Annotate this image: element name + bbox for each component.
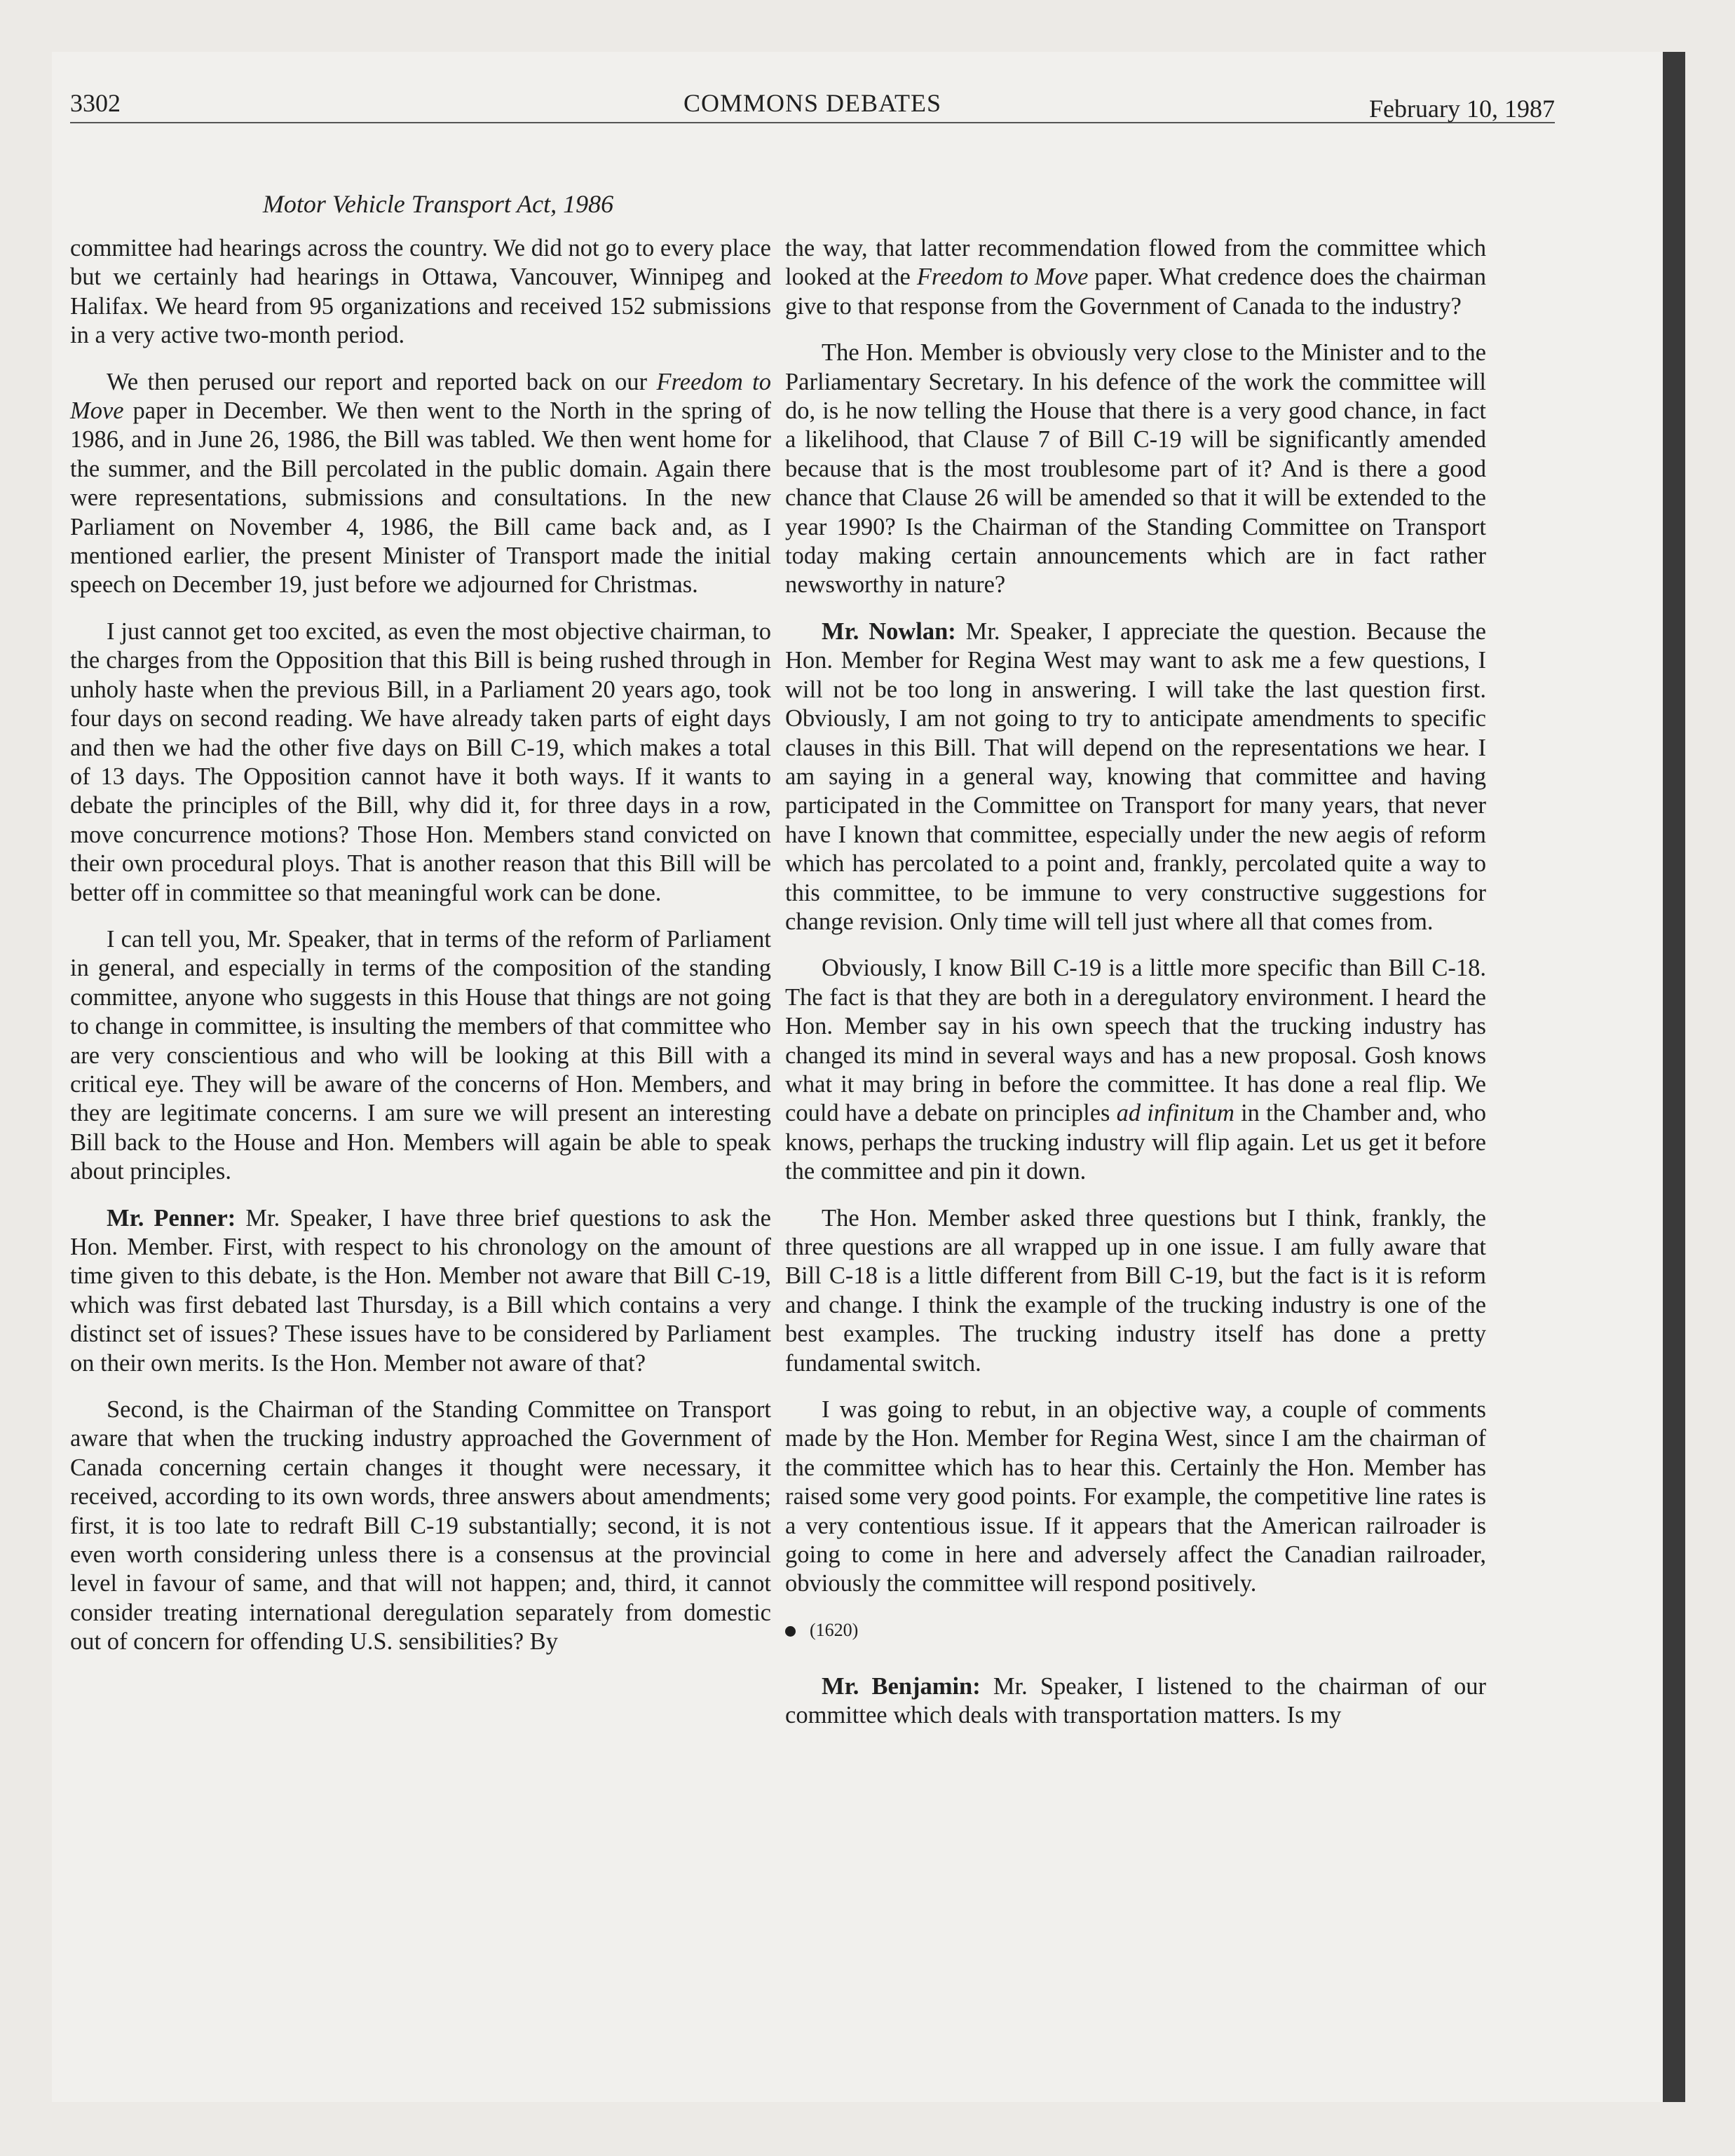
speech-paragraph: [70, 1204, 771, 1378]
speech-paragraph: [785, 1672, 1486, 1731]
paragraph: [785, 234, 1486, 321]
speech-paragraph: [785, 618, 1486, 936]
speech-text: Mr. Speaker, I listened to the chairman of our committee which deals with transportation matters. Is my: [785, 1672, 1486, 1729]
italic-title: Freedom to Move: [70, 368, 771, 425]
paragraph: committee had hearings across the country. We did not go to every place but we certainly had hearings in Ottawa, Vancouver, Winnipeg and Halifax. We heard from 95 organizations and received 152 submissions in a very active two-month period.: [70, 235, 771, 349]
paragraph: [785, 954, 1486, 1186]
text-run: paper in December. We then went to the North in the spring of 1986, and in June 26, 1986, the Bill was tabled. We then went home for the summer, and the Bill percolated in the public domain. Again there were representations, submissions and consultations. In the new Parliament on November 4, 1986, the Bill came back and, as I mentioned earlier, the present Minister of Transport made the initial speech on December 19, just before we adjourned for Christmas.: [70, 397, 771, 599]
paragraph: The Hon. Member is obviously very close to the Minister and to the Parliamentary Secretary. In his defence of the work the committee will do, is he now telling the House that there is a very good chance, in fact a likelihood, that Clause 7 of Bill C-19 will be significantly amended because that is the most troublesome part of it? And is there a good chance that Clause 26 will be amended so that it will be extended to the year 1990? Is the Chairman of the Standing Committee on Transport today making certain announcements which are in fact rather newsworthy in nature?: [785, 339, 1486, 599]
text-run: paper. What credence does the chairman give to that response from the Government of Canada to the industry?: [785, 264, 1486, 320]
paragraph: I just cannot get too excited, as even the most objective chairman, to the charges from the Opposition that this Bill is being rushed through in unholy haste when the previous Bill, in a Parliament 20 years ago, took four days on second reading. We have already taken parts of eight days and then we had the other five days on Bill C-19, which makes a total of 13 days. The Opposition cannot have it both ways. If it wants to debate the principles of the Bill, why did it, for three days in a row, move concurrence motions? Those Hon. Members stand convicted on their own procedural ploys. That is another reason that this Bill will be better off in committee so that meaningful work can be done.: [70, 618, 771, 906]
scan-edge-shadow: [1663, 52, 1685, 2102]
italic-phrase: ad infinitum: [1116, 1100, 1234, 1127]
bullet-dot-icon: [785, 1626, 796, 1637]
time-marker: [785, 1616, 1486, 1644]
text-run: the way, that latter recommendation flowed from the committee which looked at the: [785, 235, 1486, 291]
speaker-name: Mr. Penner:: [107, 1204, 236, 1231]
publication-title: COMMONS DEBATES: [683, 89, 942, 117]
running-title: Motor Vehicle Transport Act, 1986: [262, 190, 614, 218]
speech-text: Mr. Speaker, I appreciate the question. Because the Hon. Member for Regina West may want to ask me a few questions, I will not be too long in answering. I will take the last question first. Obviously, I am not going to try to anticipate amendments to specific clauses in this Bill. That will depend on the representations we hear. I am saying in a general way, knowing that committee and having participated in the Committee on Transport for many years, that never have I known that committee, especially under the new aegis of reform which has percolated to a point and, frankly, percolated quite a way to this committee, to be immune to very constructive suggestions for change revision. Only time will tell just where all that comes from.: [785, 618, 1486, 935]
paragraph: I can tell you, Mr. Speaker, that in terms of the reform of Parliament in general, and especially in terms of the composition of the standing committee, anyone who suggests in this House that things are not going to change in committee, is insulting the members of that committee who are very conscientious and who will be looking at this Bill with a critical eye. They will be aware of the concerns of Hon. Members, and they are legitimate concerns. I am sure we will present an interesting Bill back to the House and Hon. Members will again be able to speak about principles.: [70, 925, 771, 1185]
paragraph: Second, is the Chairman of the Standing Committee on Transport aware that when the trucking industry approached the Government of Canada concerning certain changes it thought were necessary, it received, according to its own words, three answers about amendments; first, it is too late to redraft Bill C-19 substantially; second, it is not even worth considering unless there is a consensus at the provincial level in favour of same, and that will not happen; and, third, it cannot consider treating international deregulation separately from domestic out of concern for offending U.S. sensibilities? By: [70, 1396, 771, 1656]
page-header: [70, 87, 1555, 123]
page-number: 3302: [70, 89, 121, 117]
time-marker-text: (1620): [810, 1619, 859, 1640]
right-column: [785, 234, 1486, 1748]
text-run: Obviously, I know Bill C-19 is a little more specific than Bill C-18. The fact is that they are both in a deregulatory environment. I heard the Hon. Member say in his own speech that the trucking industry has changed its mind in several ways and has a new proposal. Gosh knows what it may bring in before the committee. It has done a real flip. We could have a debate on principles: [785, 955, 1486, 1127]
speaker-name: Mr. Benjamin:: [822, 1672, 981, 1700]
issue-date: February 10, 1987: [1369, 95, 1555, 123]
left-column: [70, 234, 771, 1674]
speech-text: Mr. Speaker, I have three brief questions to ask the Hon. Member. First, with respect to his chronology on the amount of time given to this debate, is the Hon. Member not aware that Bill C-19, which was first debated last Thursday, is a Bill which contains a very distinct set of issues? These issues have to be considered by Parliament on their own merits. Is the Hon. Member not aware of that?: [70, 1204, 771, 1377]
paragraph: The Hon. Member asked three questions but I think, frankly, the three questions are all wrapped up in one issue. I am fully aware that Bill C-18 is a little different from Bill C-19, but the fact is it is reform and change. I think the example of the trucking industry is one of the best examples. The trucking industry itself has done a pretty fundamental switch.: [785, 1204, 1486, 1377]
paragraph: [70, 368, 771, 600]
text-run: in the Chamber and, who knows, perhaps the trucking industry will flip again. Let us get it before the committee and pin it down.: [785, 1100, 1487, 1185]
italic-title: Freedom to Move: [916, 264, 1089, 291]
paragraph: I was going to rebut, in an objective way, a couple of comments made by the Hon. Member for Regina West, since I am the chairman of the committee which has to hear this. Certainly the Hon. Member has raised some very good points. For example, the competitive line rates is a very contentious issue. If it appears that the American railroader is going to come in here and adversely affect the Canadian railroader, obviously the committee will respond positively.: [785, 1396, 1486, 1597]
speaker-name: Mr. Nowlan:: [822, 618, 956, 645]
text-run: We then perused our report and reported back on our: [107, 368, 657, 395]
